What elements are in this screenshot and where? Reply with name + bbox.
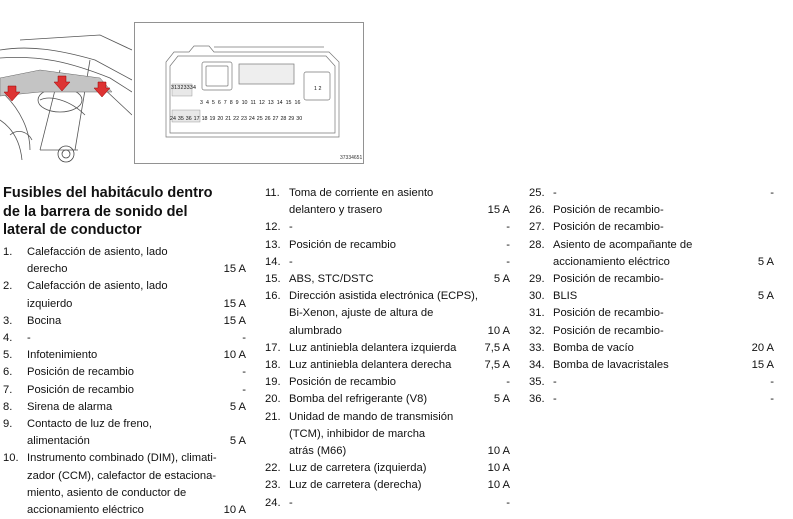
fuse-amperage: 5 A (493, 273, 510, 286)
fuse-number: 28. (529, 238, 545, 251)
fuse-description (553, 374, 748, 391)
fuse-description (553, 391, 748, 408)
fuse-description-line: alumbrado (289, 324, 342, 337)
fuse-description (289, 219, 484, 236)
fuse-number: 4. (3, 332, 13, 345)
fuse-row (265, 219, 510, 236)
fuse-row (529, 391, 774, 408)
fuse-number: 14. (265, 255, 281, 268)
fuse-row (529, 237, 774, 271)
fuse-description-line: izquierdo (27, 297, 73, 310)
fuse-amperage: 10 A (223, 349, 246, 362)
fuse-row (3, 347, 246, 364)
fuse-description (289, 271, 484, 288)
fuse-description-line: Posición de recambio- (553, 307, 664, 320)
fuse-number: 23. (265, 479, 281, 492)
fuse-row (265, 409, 510, 461)
fuse-amperage: 7,5 A (484, 359, 510, 372)
fuse-description-line: - (553, 376, 557, 389)
fuse-row (529, 374, 774, 391)
fuse-amperage: - (506, 376, 510, 389)
fuse-description-line: Luz de carretera (izquierda) (289, 462, 427, 475)
fuse-row (529, 288, 774, 305)
fuse-description-line: Toma de corriente en asiento (289, 187, 434, 199)
fuse-description (553, 202, 748, 219)
fuse-row (3, 416, 246, 450)
fuse-description-line: Posición de recambio- (553, 221, 664, 234)
fuse-amperage: 5 A (757, 255, 774, 268)
fuse-number: 33. (529, 341, 545, 354)
fuse-number: 9. (3, 418, 13, 431)
fuse-number: 26. (529, 204, 545, 217)
fuse-description-line: Dirección asistida electrónica (ECPS), (289, 290, 479, 303)
fuse-description-line: Posición de recambio (27, 383, 134, 396)
fuse-row (265, 185, 510, 219)
box-label-top-row: 31323334 (171, 85, 197, 91)
fuse-list-column-3 (529, 185, 774, 409)
fuse-description-line: - (289, 255, 293, 268)
fuse-amperage: 15 A (223, 314, 246, 327)
fuse-row (3, 244, 246, 278)
fuse-description-line: (TCM), inhibidor de marcha (289, 427, 426, 440)
fuse-description (553, 305, 748, 322)
fuse-description-line: Contacto de luz de freno, (27, 418, 153, 431)
fuse-description-line: derecho (27, 263, 68, 276)
fuse-description-line: ABS, STC/DSTC (289, 273, 374, 286)
fuse-list-column-2 (265, 185, 510, 512)
fuse-number: 2. (3, 280, 13, 293)
fuse-number: 20. (265, 393, 281, 406)
fuse-row (265, 340, 510, 357)
fuse-number: 8. (3, 400, 13, 413)
fuse-number: 16. (265, 290, 281, 303)
fuse-description-line: Bocina (27, 314, 62, 327)
fuse-row (265, 391, 510, 408)
fuse-number: 3. (3, 314, 13, 327)
fuse-description-line: Posición de recambio (289, 376, 396, 389)
fuse-number: 35. (529, 376, 545, 389)
fuse-row (529, 219, 774, 236)
fuse-number: 29. (529, 273, 545, 286)
fuse-number: 34. (529, 359, 545, 372)
fuse-number: 11. (265, 187, 280, 199)
fuse-description-line: Bi-Xenon, ajuste de altura de (289, 307, 434, 320)
fuse-description (27, 416, 220, 450)
fuse-description-line: Luz de carretera (derecha) (289, 479, 422, 492)
fuse-description (289, 237, 484, 254)
fuse-description-line: Posición de recambio- (553, 273, 664, 286)
fuse-description-line: Bomba de lavacristales (553, 359, 669, 372)
fuse-description-line: Luz antiniebla delantera derecha (289, 359, 452, 372)
section-title: Fusibles del habitáculo dentro de la barrera de sonido del lateral de conductor (3, 185, 213, 238)
fuse-description (553, 340, 748, 357)
fuse-description (27, 382, 220, 399)
fuse-row (529, 305, 774, 322)
fuse-description-line: BLIS (553, 290, 578, 303)
fuse-description (289, 460, 484, 477)
fuse-row (529, 340, 774, 357)
fuse-row (265, 460, 510, 477)
fuse-row (3, 450, 246, 519)
fuse-amperage: 10 A (487, 479, 510, 492)
fuse-description-line: Calefacción de asiento, lado (27, 246, 168, 258)
fuse-row (529, 357, 774, 374)
fuse-description-line: Calefacción de asiento, lado (27, 280, 168, 293)
figure-code: 37334651 (340, 155, 363, 161)
fuse-row (529, 271, 774, 288)
fuse-description-line: Asiento de acompañante de (553, 238, 693, 251)
fuse-description-line: miento, asiento de conductor de (27, 486, 187, 499)
fuse-number: 17. (265, 341, 281, 354)
fuse-box-diagram (134, 22, 364, 164)
fuse-description (27, 244, 220, 278)
fuse-row (265, 357, 510, 374)
fuse-amperage: 10 A (223, 504, 246, 517)
fuse-description (289, 391, 484, 408)
fuse-number: 10. (3, 452, 19, 465)
fuse-description-line: - (27, 332, 31, 345)
dashboard-illustration (0, 0, 132, 165)
fuse-description-line: Posición de recambio (27, 366, 134, 379)
fuse-description (289, 495, 484, 512)
fuse-number: 24. (265, 496, 281, 509)
fuse-number: 21. (265, 410, 281, 423)
fuse-number: 30. (529, 290, 545, 303)
fuse-row (265, 477, 510, 494)
fuse-row (3, 313, 246, 330)
fuse-amperage: 10 A (487, 445, 510, 458)
fuse-amperage: 15 A (751, 359, 774, 372)
fuse-description (27, 399, 220, 416)
fuse-row (265, 271, 510, 288)
fuse-description-line: Unidad de mando de transmisión (289, 410, 454, 423)
fuse-description (27, 364, 220, 381)
fuse-amperage: - (506, 496, 510, 509)
fuse-amperage: 10 A (487, 462, 510, 475)
fuse-description (289, 374, 484, 391)
box-label-right-top: 1 2 (314, 86, 322, 92)
fuse-amperage: - (770, 187, 774, 199)
fuse-number: 22. (265, 462, 281, 475)
fuse-amperage: - (242, 366, 246, 379)
fuse-description-line: - (289, 221, 293, 234)
fuse-number: 27. (529, 221, 545, 234)
fuse-description-line: delantero y trasero (289, 204, 383, 217)
fuse-row (529, 185, 774, 202)
fuse-number: 1. (3, 246, 13, 258)
fuse-row (265, 254, 510, 271)
fuse-row (265, 288, 510, 340)
fuse-description-line: zador (CCM), calefactor de estaciona- (27, 469, 217, 482)
fuse-description-line: Posición de recambio (289, 238, 396, 251)
fuse-number: 5. (3, 349, 13, 362)
fuse-description-line: atrás (M66) (289, 445, 347, 458)
fuse-number: 12. (265, 221, 281, 234)
fuse-description-line: accionamiento eléctrico (27, 504, 144, 517)
fuse-number: 6. (3, 366, 13, 379)
fuse-description-line: - (553, 187, 557, 199)
fuse-description-line: Posición de recambio- (553, 204, 664, 217)
fuse-number: 15. (265, 273, 281, 286)
fuse-description-line: Posición de recambio- (553, 324, 664, 337)
fuse-number: 31. (529, 307, 545, 320)
fuse-row (529, 323, 774, 340)
fuse-description-line: Instrumento combinado (DIM), climati- (27, 452, 217, 465)
fuse-description (289, 340, 484, 357)
fuse-description-line: Infotenimiento (27, 349, 98, 362)
fuse-amperage: 5 A (229, 435, 246, 448)
fuse-row (265, 374, 510, 391)
fuse-amperage: 5 A (757, 290, 774, 303)
fuse-description-line: - (553, 393, 557, 406)
fuse-amperage: 20 A (751, 341, 774, 354)
fuse-description-line: Bomba de vacío (553, 341, 634, 354)
fuse-description (553, 271, 748, 288)
fuse-description (289, 288, 484, 340)
box-label-bottom-row: 24 35 36 17 18 19 20 21 22 23 24 25 26 27 28 29 30 (170, 116, 303, 122)
fuse-description (553, 237, 748, 271)
fuse-description (553, 323, 748, 340)
fuse-row (265, 237, 510, 254)
fuse-row (3, 278, 246, 312)
fuse-amperage: 5 A (493, 393, 510, 406)
fuse-description (27, 330, 220, 347)
fuse-number: 36. (529, 393, 545, 406)
fuse-description (27, 347, 220, 364)
fuse-row (3, 399, 246, 416)
fuse-amperage: 15 A (487, 204, 510, 217)
fuse-amperage: - (770, 376, 774, 389)
fuse-description (289, 254, 484, 271)
fuse-description (27, 278, 220, 312)
fuse-row (265, 495, 510, 512)
box-label-middle-row: 3 4 5 6 7 8 9 10 11 12 13 14 15 16 (200, 100, 301, 106)
fuse-amperage: - (506, 221, 510, 234)
fuse-row (529, 202, 774, 219)
fuse-description (289, 477, 484, 494)
fuse-description-line: - (289, 496, 293, 509)
fuse-description (553, 357, 748, 374)
fuse-description-line: accionamiento eléctrico (553, 255, 670, 268)
fuse-amperage: - (506, 255, 510, 268)
fuse-description-line: Luz antiniebla delantera izquierda (289, 341, 457, 354)
fuse-amperage: 10 A (487, 324, 510, 337)
fuse-description-line: Sirena de alarma (27, 400, 113, 413)
fuse-description (289, 357, 484, 374)
fuse-description-line: alimentación (27, 435, 90, 448)
fuse-description (27, 450, 220, 519)
fuse-description-line: Bomba del refrigerante (V8) (289, 393, 428, 406)
fuse-amperage: 7,5 A (484, 341, 510, 354)
fuse-amperage: 5 A (229, 400, 246, 413)
fuse-amperage: - (242, 332, 246, 345)
fuse-description (553, 219, 748, 236)
fuse-list-column-1 (3, 244, 246, 519)
fuse-number: 18. (265, 359, 281, 372)
fuse-description (553, 185, 748, 202)
fuse-number: 19. (265, 376, 281, 389)
fuse-number: 13. (265, 238, 281, 251)
fuse-amperage: - (506, 238, 510, 251)
fuse-number: 25. (529, 187, 545, 199)
fuse-amperage: - (242, 383, 246, 396)
fuse-row (3, 364, 246, 381)
fuse-number: 7. (3, 383, 13, 396)
fuse-row (3, 330, 246, 347)
fuse-description (27, 313, 220, 330)
fuse-row (3, 382, 246, 399)
fuse-amperage: 15 A (223, 297, 246, 310)
fuse-description (553, 288, 748, 305)
fuse-amperage: - (770, 393, 774, 406)
fuse-description (289, 185, 484, 219)
fuse-description (289, 409, 484, 461)
fuse-amperage: 15 A (223, 263, 246, 276)
fuse-number: 32. (529, 324, 545, 337)
